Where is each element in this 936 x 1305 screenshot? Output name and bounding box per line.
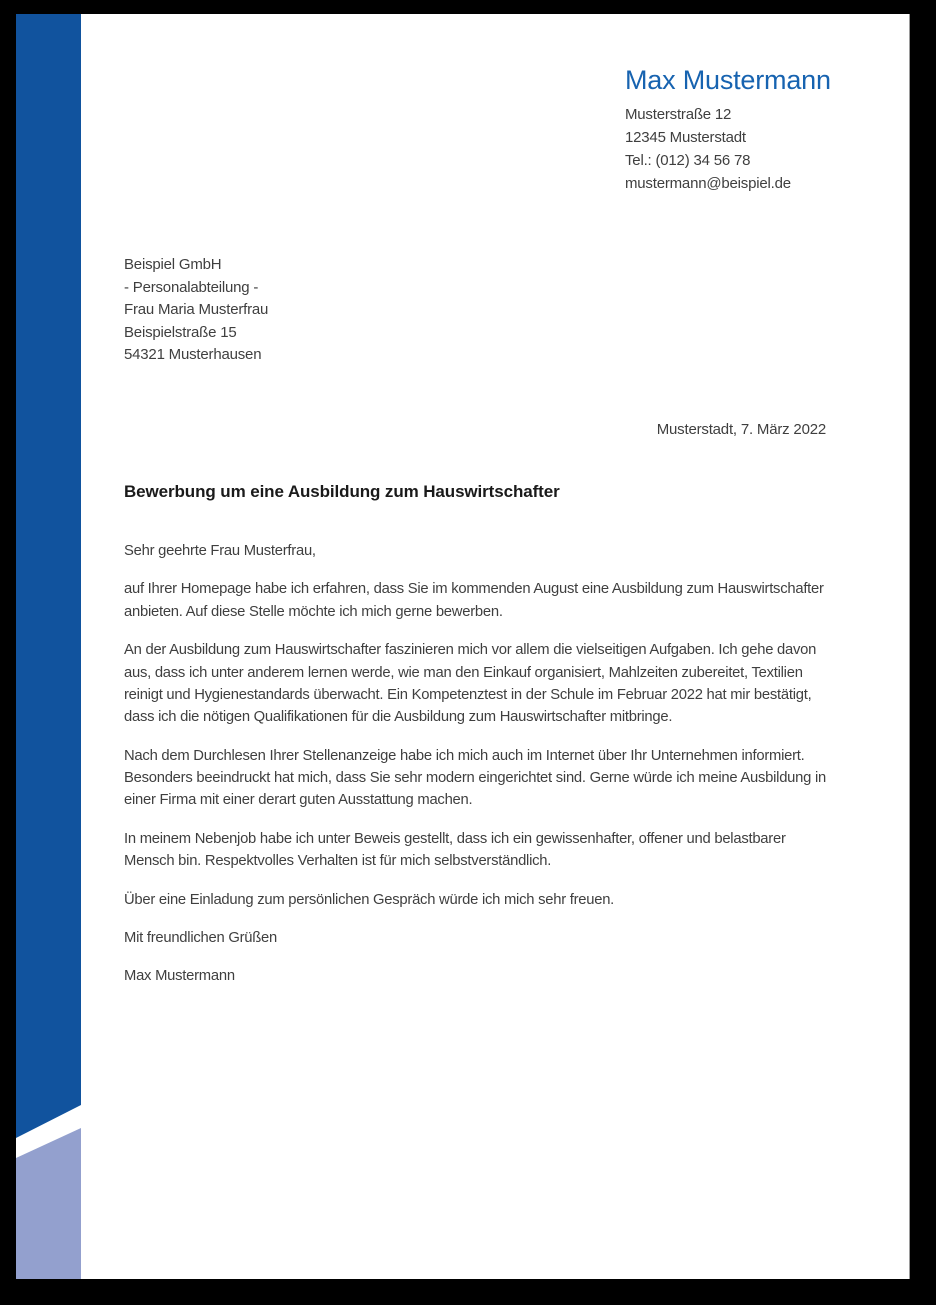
- letter-body: [124, 540, 830, 1004]
- sender-block: [625, 64, 895, 195]
- recipient-company: Beispiel GmbH: [124, 256, 222, 273]
- body-paragraph: auf Ihrer Homepage habe ich erfahren, dass Sie im kommenden August eine Ausbildung zum Hauswirtschafter anbieten. Auf diese Stelle möchte ich mich gerne bewerben.: [124, 581, 824, 620]
- signature-name: Max Mustermann: [124, 968, 235, 985]
- body-paragraph: Nach dem Durchlesen Ihrer Stellenanzeige habe ich mich auch im Internet über Ihr Unternehmen informiert. Besonders beeindruckt hat mich, dass Sie sehr modern eingerichtet sind. Gerne würde ich meine Ausbildung in einer Firma mit einer derart guten Ausstattung machen.: [124, 747, 826, 809]
- salutation: Sehr geehrte Frau Musterfrau,: [124, 543, 316, 559]
- letter-page: [16, 14, 910, 1279]
- sender-name: Max Mustermann: [625, 65, 831, 95]
- recipient-contact: Frau Maria Musterfrau: [124, 301, 269, 318]
- left-accent-bar-dark: [16, 14, 81, 1138]
- sender-street: Musterstraße 12: [625, 106, 732, 123]
- recipient-street: Beispielstraße 15: [124, 323, 237, 341]
- body-paragraph: An der Ausbildung zum Hauswirtschafter faszinieren mich vor allem die vielseitigen Aufgaben. Ich gehe davon aus, dass ich unter anderem lernen werde, wie man den Einkauf organisiert, Mahlzeiten zubereitet, Textilien reinigt und Hygienestandards überwacht. Ein Kompetenztest in der Schule im Februar 2022 hat mir bestätigt, dass ich die nötigen Qualifikationen für die Ausbildung zum Hauswirtschafter mitbringe.: [124, 642, 817, 726]
- sender-phone: Tel.: (012) 34 56 78: [625, 152, 751, 169]
- recipient-city: 54321 Musterhausen: [124, 346, 262, 363]
- subject-line: Bewerbung um eine Ausbildung zum Hauswirtschafter: [124, 482, 560, 501]
- recipient-block: [124, 254, 268, 367]
- sender-city: 12345 Musterstadt: [625, 129, 746, 146]
- sender-email: mustermann@beispiel.de: [625, 175, 791, 192]
- closing: Mit freundlichen Grüßen: [124, 929, 277, 946]
- body-paragraph: Über eine Einladung zum persönlichen Gespräch würde ich mich sehr freuen.: [124, 891, 615, 908]
- left-accent-bar-light: [16, 1128, 81, 1279]
- recipient-department: - Personalabteilung -: [124, 278, 259, 296]
- body-paragraph: In meinem Nebenjob habe ich unter Beweis gestellt, dass ich ein gewissenhafter, offener und belastbarer Mensch bin. Respektvolles Verhalten ist für mich selbstverständlich.: [124, 830, 786, 870]
- date-line: Musterstadt, 7. März 2022: [656, 421, 826, 438]
